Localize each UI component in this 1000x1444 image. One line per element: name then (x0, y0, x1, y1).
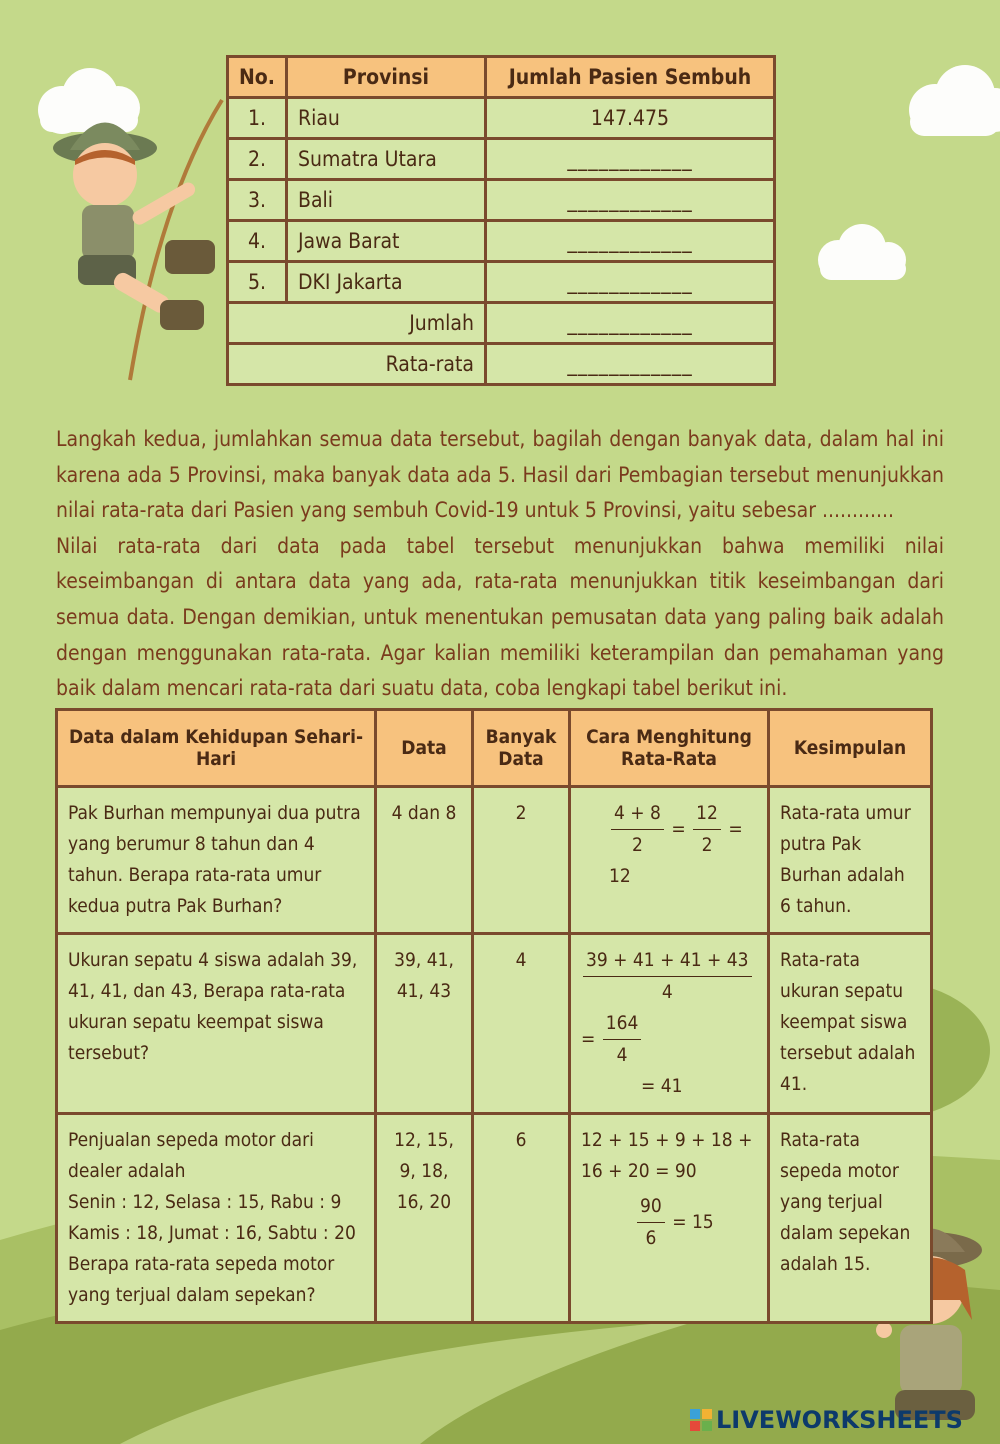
question-line: Berapa rata-rata sepeda motor yang terjual dalam sepekan? (68, 1253, 335, 1306)
paragraph-step-two: Langkah kedua, jumlahkan semua data tersebut, bagilah dengan banyak data, dalam hal ini karena ada 5 Provinsi, maka banyak data ada 5. Hasil dari Pembagian tersebut menunjukkan nilai rata-rata dari Pasien yang sembuh Covid-19 untuk 5 Provinsi, yaitu sebesar ............ (56, 427, 944, 523)
table-row-rata (228, 344, 775, 385)
table-row (228, 98, 775, 139)
row-conclusion: Rata-rata ukuran sepatu keempat siswa tersebut adalah 41. (769, 934, 932, 1114)
row-count: 2 (473, 787, 570, 934)
denominator: 4 (616, 1044, 628, 1066)
average-examples-table (55, 708, 933, 1324)
paragraph-explanation: Nilai rata-rata dari data pada tabel tersebut menunjukkan bahwa memiliki nilai keseimbangan di antara data yang ada, rata-rata menunjukkan titik keseimbangan dari semua data. Dengan demikian, untuk menentukan pemusatan data yang paling baik adalah dengan menggunakan rata-rata. Agar kalian memiliki keterampilan dan pemahaman yang baik dalam mencari rata-rata dari suatu data, coba lengkapi tabel berikut ini. (56, 533, 944, 701)
row-jumlah: 147.475 (485, 98, 774, 139)
denominator: 2 (632, 834, 643, 856)
row-formula (570, 1114, 769, 1323)
fraction (611, 798, 664, 861)
numerator: 39 + 41 + 41 + 43 (583, 945, 752, 977)
fraction (693, 798, 721, 861)
result: = 41 (641, 1075, 683, 1097)
table-row (228, 139, 775, 180)
header-cara-menghitung: Cara Menghitung Rata-Rata (570, 710, 769, 787)
row-no: 4. (228, 221, 287, 262)
answer-input-jumlah[interactable]: ____________ (485, 303, 774, 344)
row-formula (570, 787, 769, 934)
question-line: Penjualan sepeda motor dari dealer adalah (68, 1129, 314, 1182)
answer-input-rata[interactable]: ____________ (485, 344, 774, 385)
denominator: 2 (701, 834, 713, 856)
row-question: Ukuran sepatu 4 siswa adalah 39, 41, 41, dan 43, Berapa rata-rata ukuran sepatu keempat siswa tersebut? (57, 934, 376, 1114)
row-question: Pak Burhan mempunyai dua putra yang berumur 8 tahun dan 4 tahun. Berapa rata-rata umur kedua putra Pak Burhan? (57, 787, 376, 934)
row-no: 2. (228, 139, 287, 180)
question-line: Kamis : 18, Jumat : 16, Sabtu : 20 (68, 1222, 356, 1244)
header-jumlah: Jumlah Pasien Sembuh (485, 57, 774, 98)
result: = 15 (672, 1211, 714, 1233)
header-provinsi: Provinsi (286, 57, 485, 98)
row-conclusion: Rata-rata sepeda motor yang terjual dalam sepekan adalah 15. (769, 1114, 932, 1323)
question-line: Senin : 12, Selasa : 15, Rabu : 9 (68, 1191, 342, 1213)
liveworksheets-icon (690, 1409, 712, 1431)
fraction (603, 1008, 642, 1071)
header-data: Data (376, 710, 473, 787)
row-provinsi: Bali (286, 180, 485, 221)
table-row (57, 1114, 932, 1323)
fraction (583, 945, 752, 1008)
row-data: 39, 41, 41, 43 (376, 934, 473, 1114)
logo-text: LIVEWORKSHEETS (716, 1406, 963, 1434)
header-kesimpulan: Kesimpulan (769, 710, 932, 787)
row-provinsi: Riau (286, 98, 485, 139)
row-question (57, 1114, 376, 1323)
division-line (581, 1191, 757, 1254)
numerator: 4 + 8 (611, 798, 664, 830)
instruction-text (56, 422, 944, 707)
answer-input-bali[interactable]: ____________ (485, 180, 774, 221)
row-formula (570, 934, 769, 1114)
row-count: 6 (473, 1114, 570, 1323)
answer-input-jabar[interactable]: ____________ (485, 221, 774, 262)
equals: = (581, 1028, 596, 1050)
answer-input-dki[interactable]: ____________ (485, 262, 774, 303)
fraction (637, 1191, 665, 1254)
header-data-kehidupan: Data dalam Kehidupan Sehari-Hari (57, 710, 376, 787)
equals: = (671, 818, 686, 840)
denominator: 6 (645, 1227, 657, 1249)
row-no: 1. (228, 98, 287, 139)
numerator: 12 (693, 798, 721, 830)
liveworksheets-logo (690, 1406, 963, 1434)
denominator: 4 (661, 981, 673, 1003)
numerator: 164 (603, 1008, 642, 1040)
row-count: 4 (473, 934, 570, 1114)
table-row (57, 787, 932, 934)
answer-input-sumut[interactable]: ____________ (485, 139, 774, 180)
row-no: 3. (228, 180, 287, 221)
row-data: 4 dan 8 (376, 787, 473, 934)
jumlah-label: Jumlah (228, 303, 486, 344)
table-row (228, 262, 775, 303)
main-table-header (57, 710, 932, 787)
row-no: 5. (228, 262, 287, 303)
header-no: No. (228, 57, 287, 98)
patients-table-header (228, 57, 775, 98)
row-provinsi: Jawa Barat (286, 221, 485, 262)
table-row (228, 180, 775, 221)
table-row (228, 221, 775, 262)
numerator: 90 (637, 1191, 665, 1223)
row-provinsi: Sumatra Utara (286, 139, 485, 180)
table-row-jumlah (228, 303, 775, 344)
table-row (57, 934, 932, 1114)
row-provinsi: DKI Jakarta (286, 262, 485, 303)
sum-line: 12 + 15 + 9 + 18 + 16 + 20 = 90 (581, 1129, 753, 1182)
patients-table (226, 55, 776, 386)
header-banyak-data: Banyak Data (473, 710, 570, 787)
result: = 12 (609, 818, 743, 887)
row-data: 12, 15, 9, 18, 16, 20 (376, 1114, 473, 1323)
row-conclusion: Rata-rata umur putra Pak Burhan adalah 6 tahun. (769, 787, 932, 934)
rata-label: Rata-rata (228, 344, 486, 385)
